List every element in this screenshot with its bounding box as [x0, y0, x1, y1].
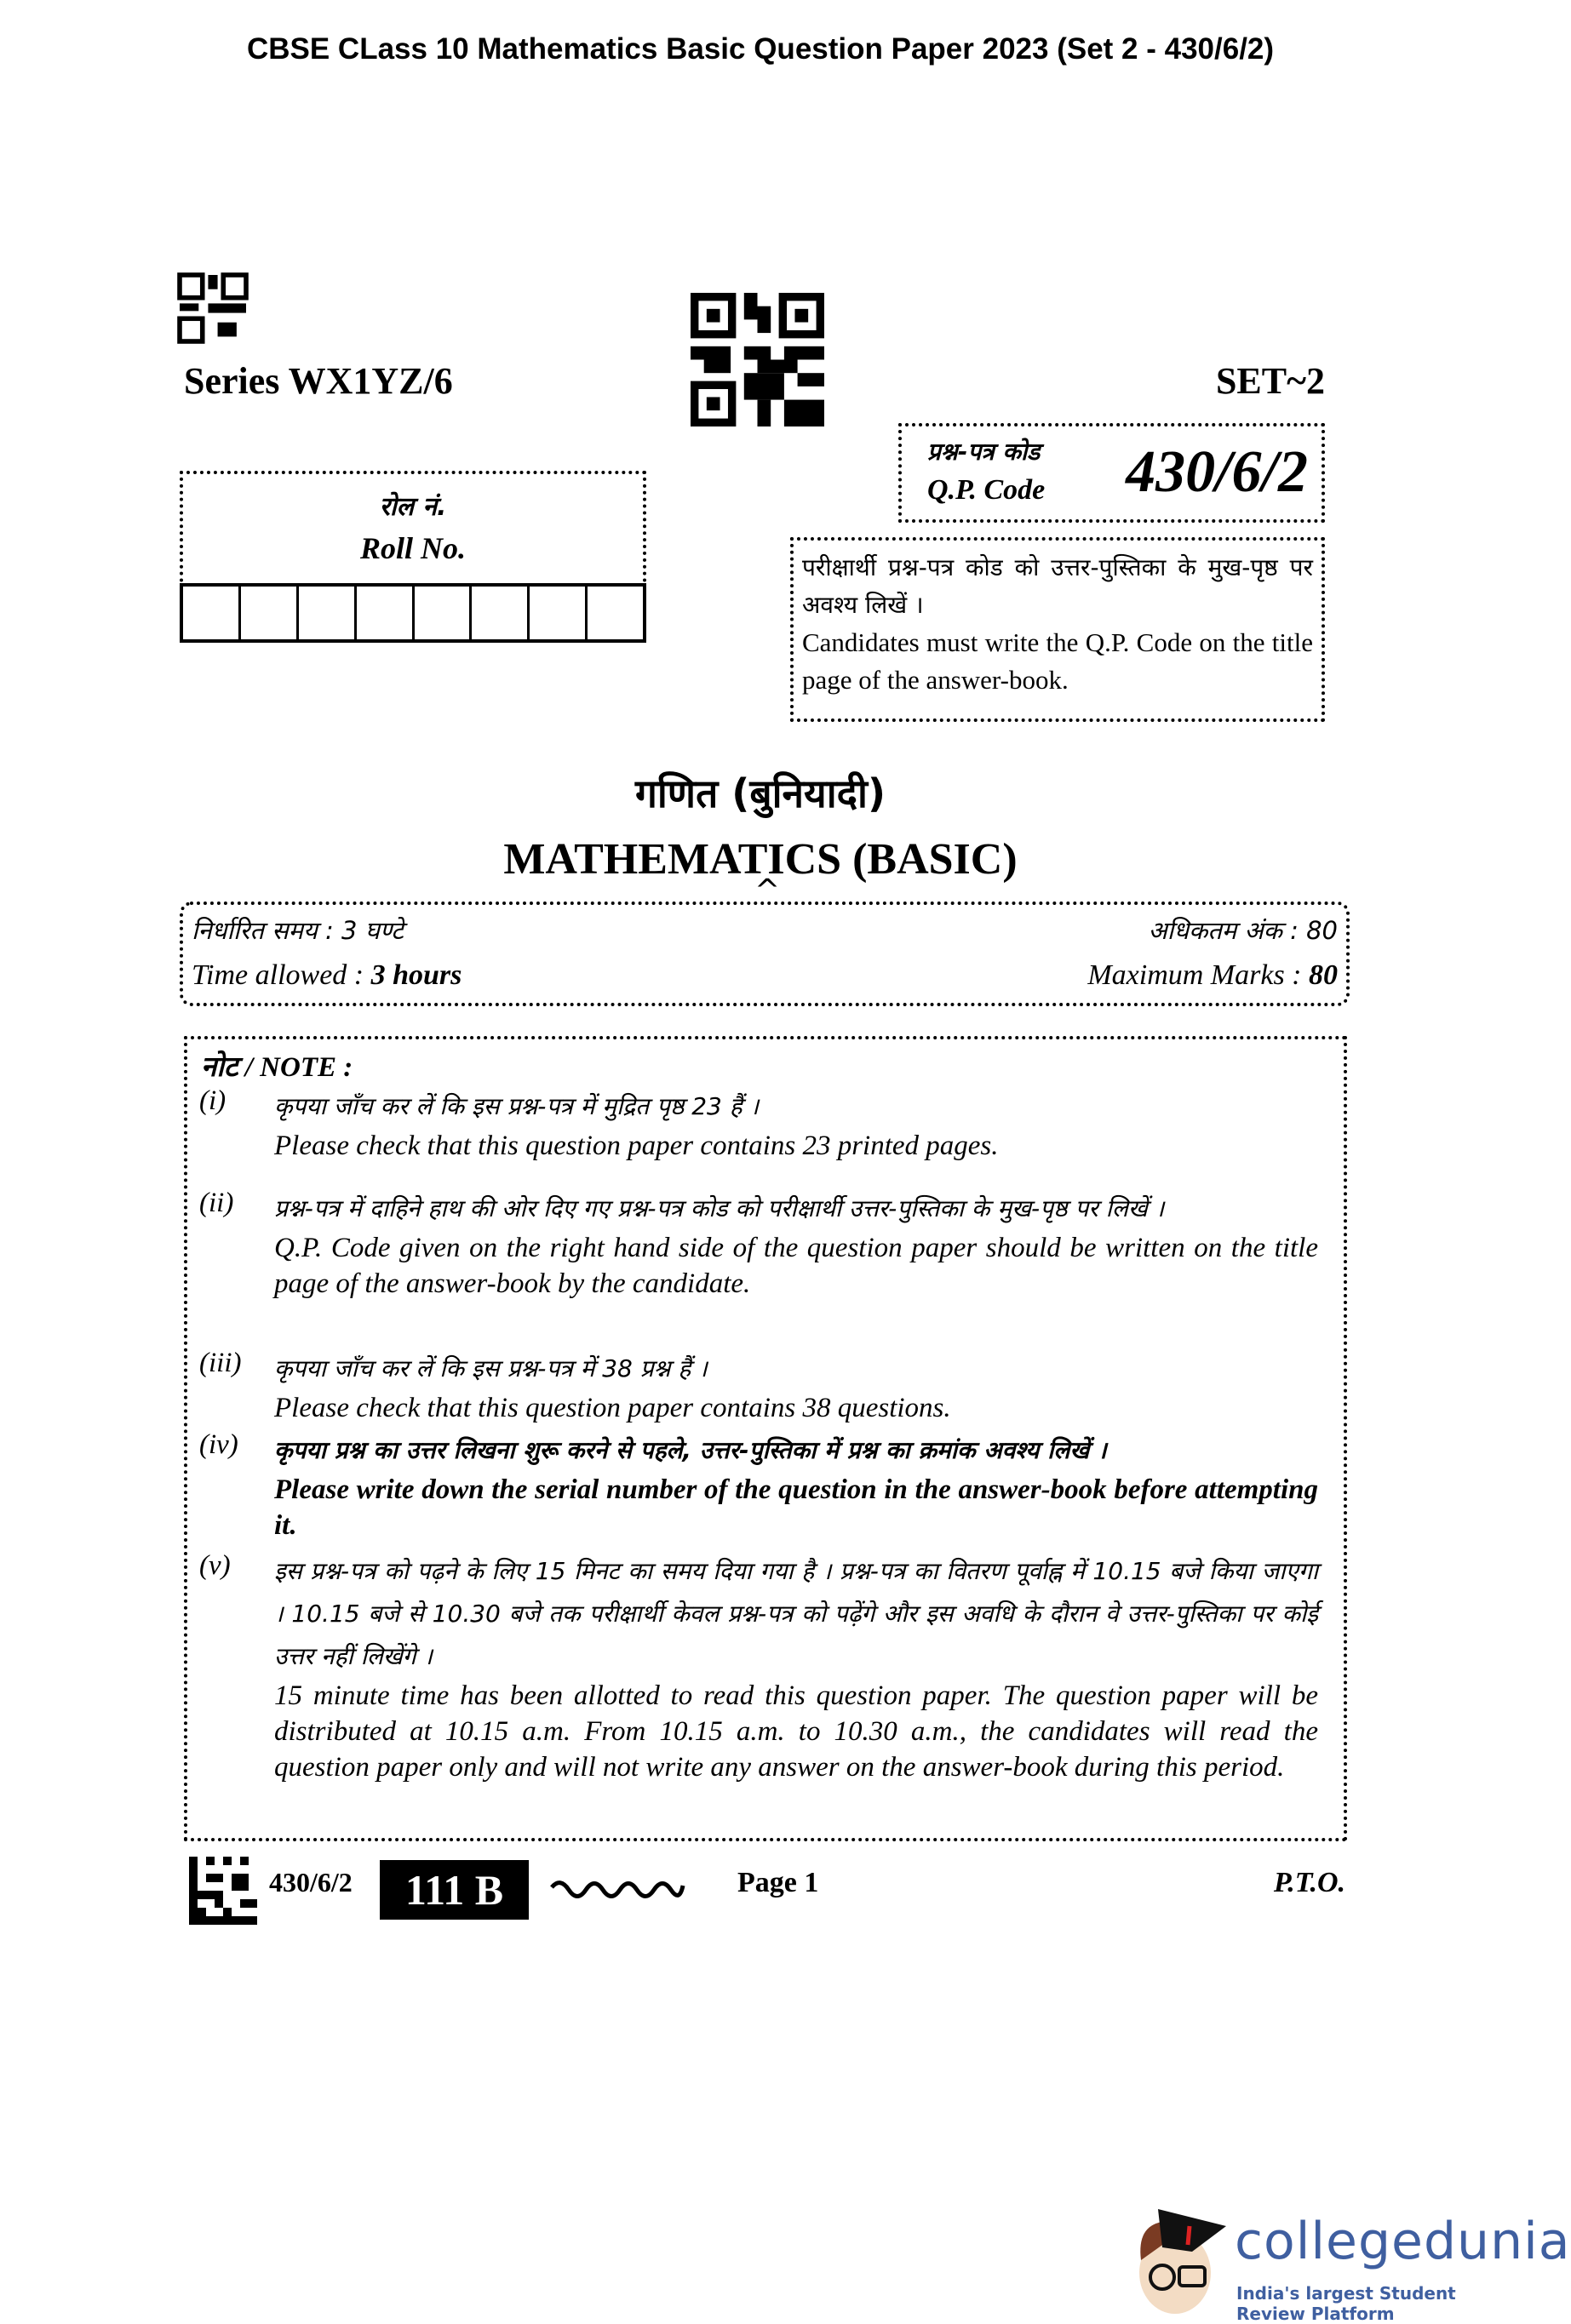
- subject-title-hindi: गणित (बुनियादी): [635, 770, 886, 816]
- candidate-instruction-hindi: परीक्षार्थी प्रश्न-पत्र कोड को उत्तर-पुस्तिका के मुख-पृष्ठ पर अवश्य लिखें ।: [802, 553, 1313, 619]
- roll-label: Roll No.: [359, 531, 466, 565]
- max-marks: [1087, 959, 1338, 992]
- note-hindi: कृपया जाँच कर लें कि इस प्रश्न-पत्र में मुद्रित पृष्ठ 23 हैं ।: [274, 1092, 760, 1120]
- time-marks-box: [180, 902, 1350, 1006]
- note-item: [199, 1348, 1318, 1426]
- page-footer: [0, 1860, 1521, 1920]
- caret-mark: ^: [754, 873, 781, 908]
- set-label: SET~2: [1215, 360, 1325, 402]
- roll-cell[interactable]: [241, 587, 299, 639]
- collegedunia-tagline: India's largest Student Review Platform: [1236, 2283, 1456, 2324]
- roll-number-box: [180, 471, 646, 643]
- time-allowed: [192, 959, 462, 992]
- note-hindi: कृपया जाँच कर लें कि इस प्रश्न-पत्र में 38 प्रश्न हैं ।: [274, 1354, 708, 1382]
- roll-cell[interactable]: [530, 587, 588, 639]
- time-allowed-hindi: निर्धारित समय : 3 घण्टे: [192, 916, 404, 945]
- roll-cell[interactable]: [415, 587, 473, 639]
- note-english: Please check that this question paper contains 38 questions.: [274, 1393, 951, 1423]
- note-hindi: कृपया प्रश्न का उत्तर लिखना शुरू करने से पहले, उत्तर-पुस्तिका में प्रश्न का क्रमांक अवश्य लिखें ।: [274, 1436, 1107, 1464]
- roll-label-hindi: रोल नं.: [379, 492, 447, 522]
- collegedunia-brand: collegedunia: [1235, 2212, 1571, 2271]
- small-qr-code: [180, 275, 246, 341]
- roll-cell[interactable]: [299, 587, 357, 639]
- note-english: Please check that this question paper contains 23 printed pages.: [274, 1131, 999, 1161]
- candidate-instruction-english: Candidates must write the Q.P. Code on the title page of the answer-book.: [802, 627, 1313, 695]
- max-marks-label: Maximum Marks :: [1087, 959, 1309, 991]
- time-allowed-value: 3 hours: [370, 959, 462, 991]
- note-item: [199, 1085, 1318, 1164]
- main-qr-code: [691, 293, 824, 426]
- roll-cell[interactable]: [183, 587, 241, 639]
- roll-cell[interactable]: [588, 587, 643, 639]
- note-number: (v): [199, 1550, 231, 1581]
- note-hindi: प्रश्न-पत्र में दाहिने हाथ की ओर दिए गए प्रश्न-पत्र कोड को परीक्षार्थी उत्तर-पुस्तिका के मुख-पृष्ठ पर लिखें ।: [274, 1194, 1165, 1222]
- qp-code-box: [898, 423, 1325, 523]
- collegedunia-mascot-logo: [1128, 2201, 1235, 2315]
- candidate-instruction-box: [790, 537, 1325, 722]
- roll-cell[interactable]: [472, 587, 530, 639]
- note-item: [199, 1188, 1318, 1302]
- page-number: Page 1: [737, 1867, 819, 1898]
- qp-code-label: Q.P. Code: [927, 474, 1046, 506]
- note-item: [199, 1429, 1318, 1543]
- roll-number-cells: [180, 583, 646, 643]
- document-title: CBSE CLass 10 Mathematics Basic Question Paper 2023 (Set 2 - 430/6/2): [246, 32, 1275, 66]
- note-box: [184, 1036, 1347, 1841]
- max-marks-hindi: अधिकतम अंक : 80: [1148, 916, 1338, 945]
- note-english: 15 minute time has been allotted to read this question paper. The question paper will be distributed at 10.15 a.m. From 10.15 a.m. to 10.30 a.m., the candidates will read the question paper only and will not write any answer on the answer-book during this period.: [274, 1680, 1318, 1783]
- datamatrix-code: [189, 1857, 257, 1925]
- time-allowed-label: Time allowed :: [192, 959, 371, 991]
- note-english: Q.P. Code given on the right hand side of the question paper should be written on the title page of the answer-book by the candidate.: [274, 1233, 1318, 1299]
- note-number: (ii): [199, 1188, 234, 1218]
- note-number: (i): [199, 1085, 226, 1116]
- footer-qp-code: 430/6/2: [269, 1867, 353, 1898]
- note-hindi: इस प्रश्न-पत्र को पढ़ने के लिए 15 मिनट का समय दिया गया है । प्रश्न-पत्र का वितरण पूर्वाह्न में 10.15 बजे किया जाएगा । 10.15 बजे से 10.30 बजे तक परीक्षार्थी केवल प्रश्न-पत्र को पढ़ेंगे और इस अवधि के दौरान वे उत्तर-पुस्तिका पर कोई उत्तर नहीं लिखेंगे ।: [274, 1557, 1318, 1670]
- note-number: (iv): [199, 1429, 238, 1460]
- note-heading: नोट / NOTE :: [201, 1052, 353, 1083]
- qp-code-value: 430/6/2: [1126, 439, 1308, 505]
- roll-cell[interactable]: [357, 587, 415, 639]
- subject-title: MATHEMATICS (BASIC): [503, 835, 1018, 884]
- max-marks-value: 80: [1309, 959, 1338, 991]
- wave-ornament-icon: [550, 1877, 685, 1903]
- qp-code-label-hindi: प्रश्न-पत्र कोड: [927, 438, 1041, 466]
- footer-badge: 111 B: [380, 1860, 529, 1920]
- series-label: Series WX1YZ/6: [184, 360, 453, 402]
- note-item: [199, 1550, 1318, 1785]
- note-english: Please write down the serial number of the question in the answer-book before attempting it.: [274, 1474, 1318, 1541]
- note-number: (iii): [199, 1348, 242, 1378]
- pto-label: P.T.O.: [1273, 1867, 1345, 1898]
